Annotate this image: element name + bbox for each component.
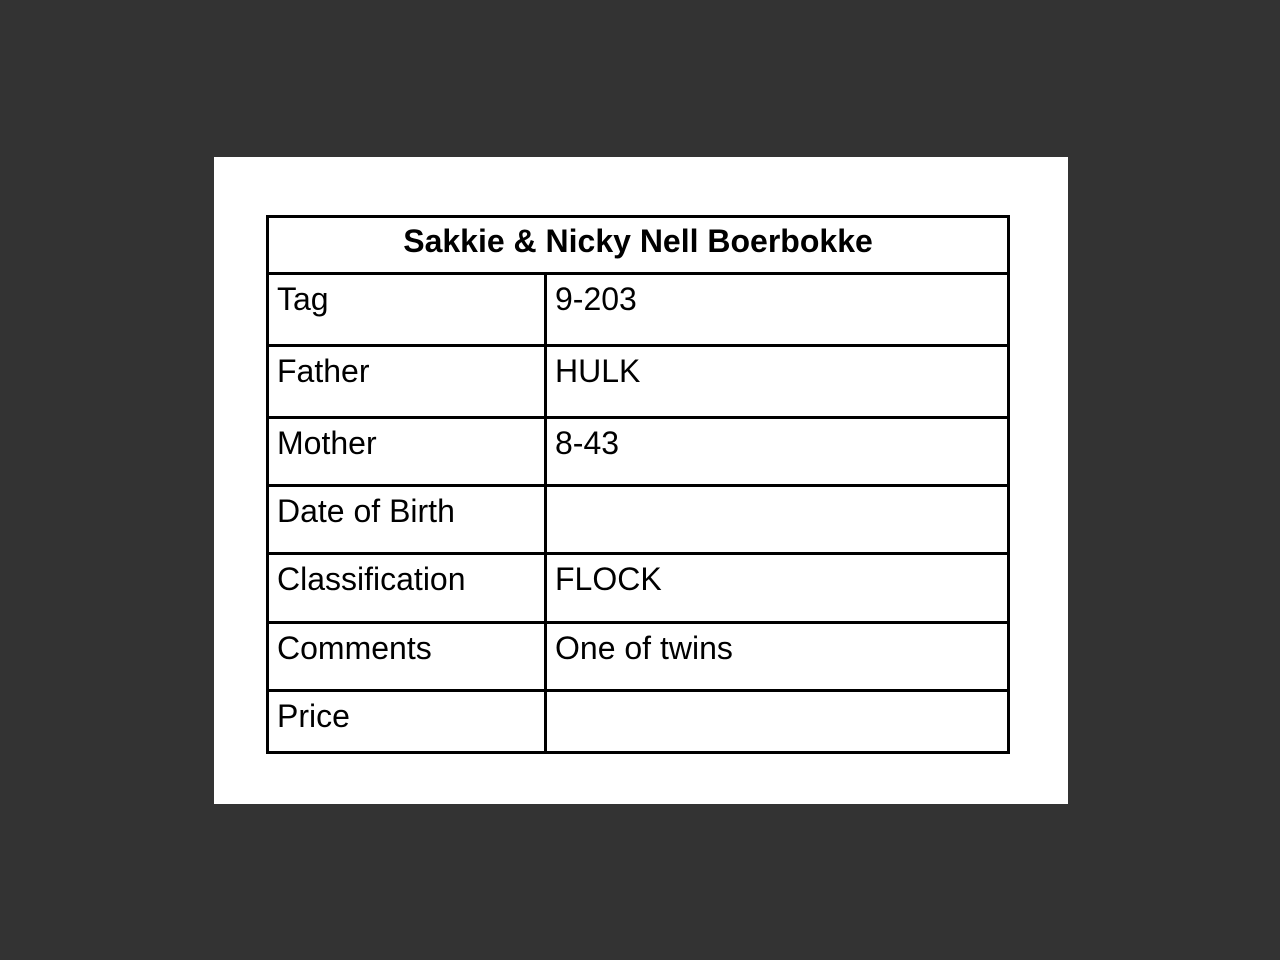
row-label: Price: [268, 691, 546, 753]
table-row-date-of-birth: [268, 486, 1009, 554]
row-label: Father: [268, 346, 546, 418]
row-value: [546, 486, 1009, 554]
row-label: Date of Birth: [268, 486, 546, 554]
table-title: Sakkie & Nicky Nell Boerbokke: [268, 217, 1009, 274]
document-page: [214, 157, 1068, 804]
table-row-tag: [268, 274, 1009, 346]
row-label: Comments: [268, 623, 546, 691]
table-title-row: [268, 217, 1009, 274]
table-row-mother: [268, 418, 1009, 486]
table-row-classification: [268, 554, 1009, 623]
table-row-comments: [268, 623, 1009, 691]
animal-info-table: [266, 215, 1010, 754]
table-row-father: [268, 346, 1009, 418]
row-label: Tag: [268, 274, 546, 346]
table-row-price: [268, 691, 1009, 753]
row-value: One of twins: [546, 623, 1009, 691]
row-value: HULK: [546, 346, 1009, 418]
row-value: FLOCK: [546, 554, 1009, 623]
row-label: Mother: [268, 418, 546, 486]
row-value: 9-203: [546, 274, 1009, 346]
row-value: [546, 691, 1009, 753]
row-value: 8-43: [546, 418, 1009, 486]
row-label: Classification: [268, 554, 546, 623]
